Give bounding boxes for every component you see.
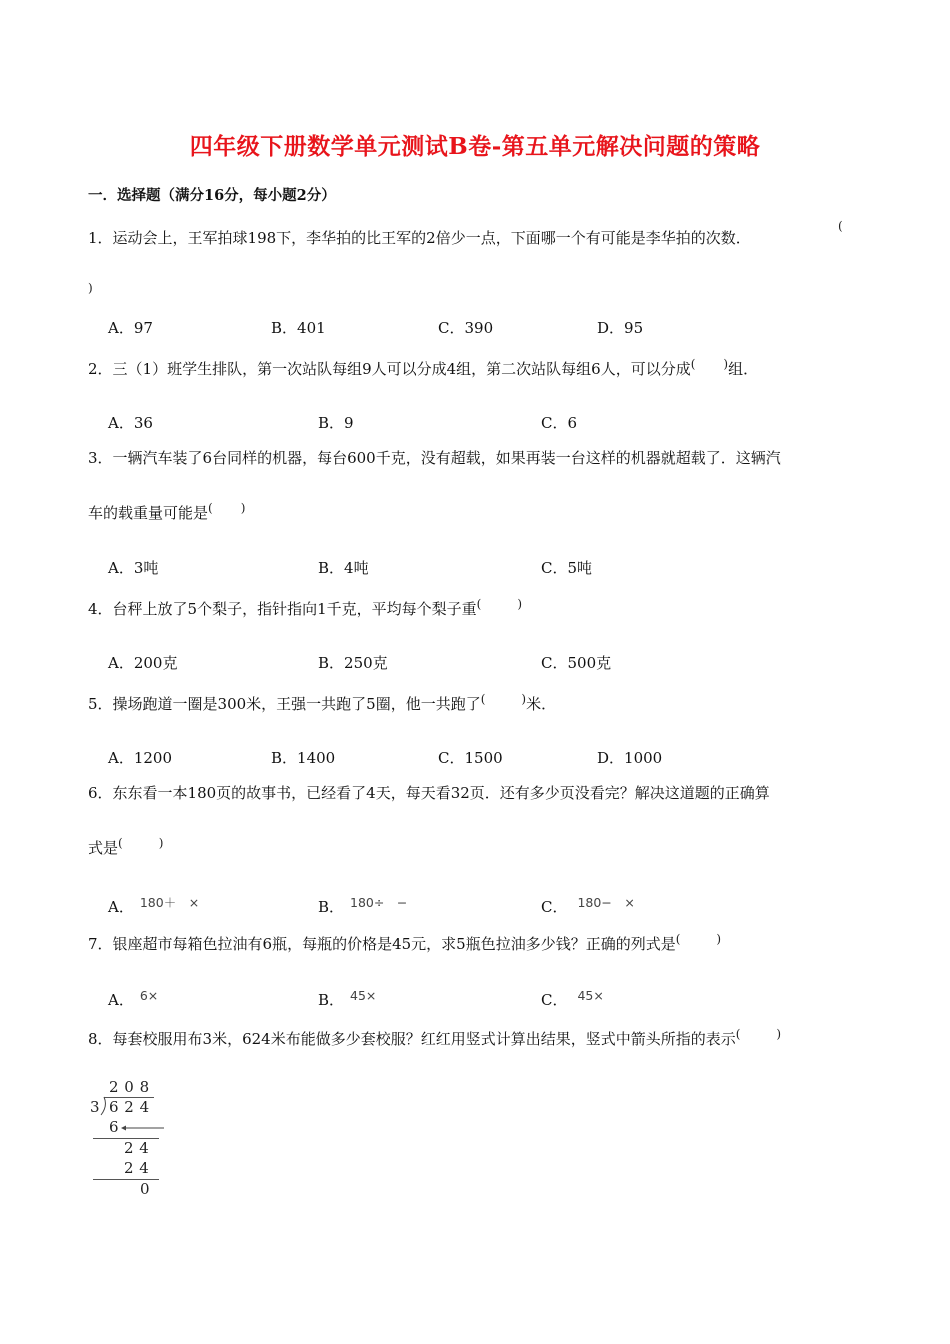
q5-text-after: 米．: [526, 695, 557, 713]
q7-option-c[interactable]: [541, 988, 604, 1010]
q1-option-c[interactable]: C．390: [438, 319, 494, 337]
q6-option-b-label: B．: [318, 898, 345, 916]
q1-option-d[interactable]: D．95: [597, 319, 644, 337]
q7-option-b-formula: 45×: [350, 988, 377, 1003]
q7-option-b-label: B．: [318, 991, 345, 1009]
question-7-text: [88, 932, 721, 954]
q7-option-a-label: A．: [108, 991, 134, 1009]
q2-option-b[interactable]: B．9: [318, 414, 354, 432]
q8-paren-close: ): [776, 1027, 782, 1041]
q2-paren-open: (: [690, 357, 696, 371]
q6-option-c-label: C．: [541, 898, 568, 916]
q7-option-c-formula: 45×: [577, 988, 604, 1003]
q6-option-c-formula: 180− ×: [577, 895, 635, 910]
q7-option-a[interactable]: [108, 988, 158, 1010]
division-divisor: 3: [90, 1098, 100, 1116]
section-heading: 一．选择题（满分16分，每小题2分）: [88, 187, 336, 204]
q1-paren-open: (: [838, 219, 843, 233]
q6-option-c[interactable]: [541, 893, 635, 917]
q7-option-a-formula: 6×: [139, 988, 159, 1003]
division-bracket: [99, 1096, 107, 1116]
q5-option-a[interactable]: A．1200: [108, 749, 173, 767]
division-remainder: 0: [140, 1180, 150, 1198]
question-1-text: 1．运动会上，王军拍球198下，李华拍的比王军的2倍少一点，下面哪一个有可能是李华拍的次数．: [88, 229, 751, 247]
division-step-2: 2 4: [124, 1139, 150, 1157]
q5-text-before: 5．操场跑道一圈是300米，王强一共跑了5圈，他一共跑了: [88, 695, 481, 713]
division-step-1: 6: [109, 1118, 119, 1136]
q2-text-before: 2．三（1）班学生排队，第一次站队每组9人可以分成4组，第二次站队每组6人，可以分成: [88, 360, 691, 378]
q4-paren-open: (: [476, 597, 482, 611]
question-3-line2: [88, 501, 245, 523]
q6-option-a[interactable]: [108, 893, 199, 917]
question-4-text: [88, 597, 522, 619]
q6-paren-open: (: [118, 836, 123, 850]
question-5-text: [88, 692, 556, 714]
q4-option-c[interactable]: C．500克: [541, 654, 612, 672]
q3-option-a[interactable]: A．3吨: [108, 559, 159, 577]
q4-option-a[interactable]: A．200克: [108, 654, 178, 672]
q8-paren-open: (: [735, 1027, 741, 1041]
page-title: 四年级下册数学单元测试B卷-第五单元解决问题的策略: [189, 133, 761, 160]
division-dividend: 6 2 4: [109, 1098, 150, 1116]
q7-paren-open: (: [675, 932, 681, 946]
q7-option-b[interactable]: [318, 988, 376, 1010]
q3-paren-open: (: [208, 501, 213, 515]
division-step-3: 2 4: [124, 1159, 150, 1177]
long-division-figure: [88, 1076, 178, 1201]
q2-option-c[interactable]: C．6: [541, 414, 578, 432]
q3-paren-close: ): [240, 501, 246, 515]
question-2-text: [88, 357, 758, 379]
q1-paren-close: ): [88, 281, 93, 295]
q7-text: 7．银座超市每箱色拉油有6瓶，每瓶的价格是45元，求5瓶色拉油多少钱？正确的列式是: [88, 935, 676, 953]
question-6-line2: [88, 836, 163, 858]
q2-paren-close: ): [723, 357, 729, 371]
q7-paren-close: ): [716, 932, 722, 946]
question-8-text: [88, 1027, 781, 1049]
q3-option-c[interactable]: C．5吨: [541, 559, 593, 577]
q1-option-a[interactable]: A．97: [108, 319, 153, 337]
q4-text: 4．台秤上放了5个梨子，指针指向1千克，平均每个梨子重: [88, 600, 477, 618]
q2-text-after: 组．: [728, 360, 759, 378]
q2-option-a[interactable]: A．36: [108, 414, 153, 432]
q5-option-b[interactable]: B．1400: [271, 749, 336, 767]
q6-paren-close: ): [158, 836, 164, 850]
q6-text: 式是: [88, 839, 119, 857]
q5-option-c[interactable]: C．1500: [438, 749, 503, 767]
q3-option-b[interactable]: B．4吨: [318, 559, 369, 577]
q4-option-b[interactable]: B．250克: [318, 654, 388, 672]
q6-option-b-formula: 180÷ −: [350, 895, 408, 910]
arrow-pointer-icon: [120, 1124, 165, 1132]
question-6-line1: 6．东东看一本180页的故事书，已经看了4天，每天看32页．还有多少页没看完？解决这道题的正确算: [88, 784, 770, 802]
q1-option-b[interactable]: B．401: [271, 319, 326, 337]
q4-paren-close: ): [517, 597, 523, 611]
q3-text: 车的载重量可能是: [88, 504, 209, 522]
q8-text: 8．每套校服用布3米，624米布能做多少套校服？红红用竖式计算出结果，竖式中箭头所指的表示: [88, 1030, 736, 1048]
q6-option-b[interactable]: [318, 893, 407, 917]
division-quotient: 2 0 8: [109, 1078, 150, 1096]
q6-option-a-label: A．: [108, 898, 134, 916]
q5-option-d[interactable]: D．1000: [597, 749, 663, 767]
q6-option-a-formula: 180＋ ×: [139, 895, 200, 910]
q7-option-c-label: C．: [541, 991, 568, 1009]
q5-paren-open: (: [480, 692, 486, 706]
q5-paren-close: ): [521, 692, 527, 706]
question-3-line1: 3．一辆汽车装了6台同样的机器，每台600千克，没有超载，如果再装一台这样的机器就超载了．这辆汽: [88, 449, 781, 467]
